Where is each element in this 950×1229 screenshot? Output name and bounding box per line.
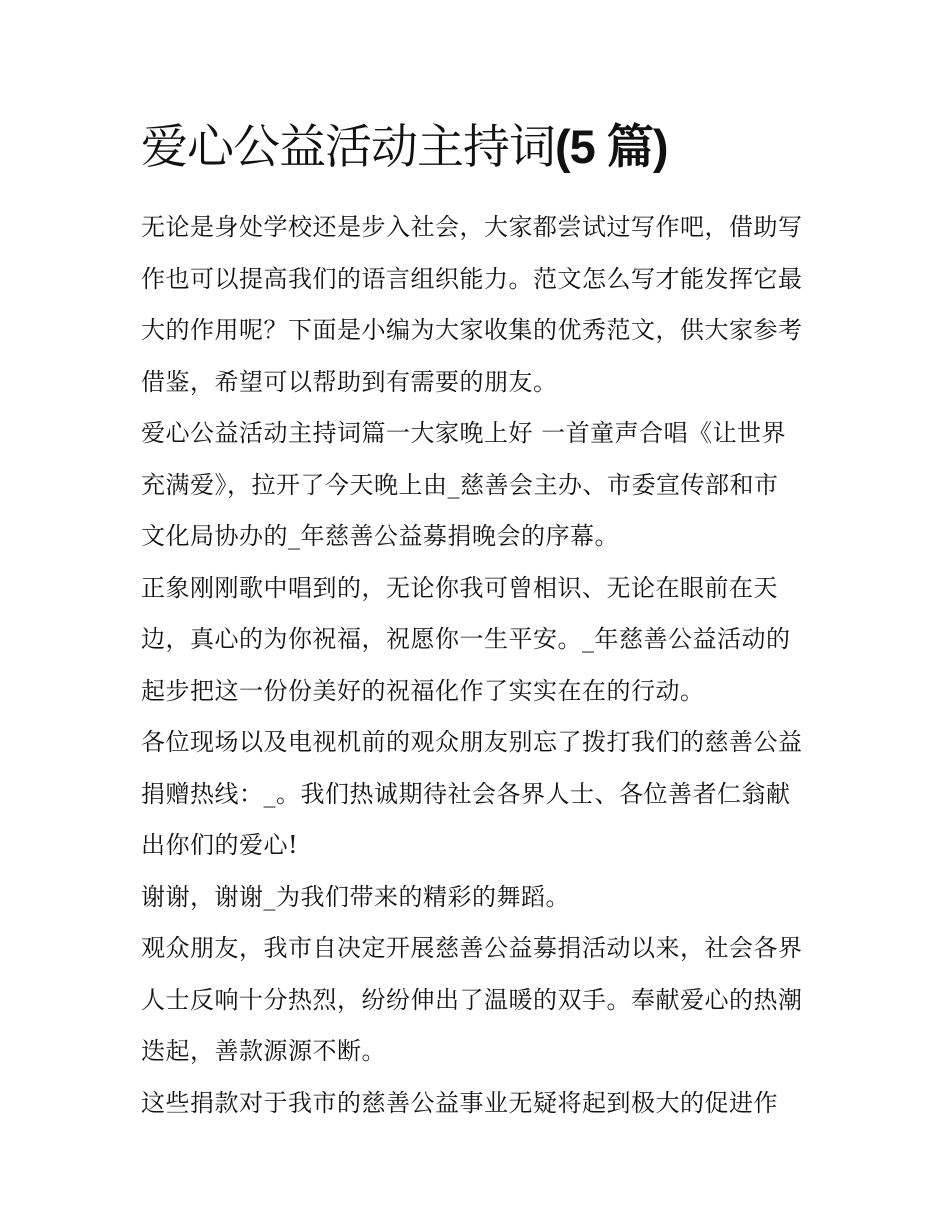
paragraph-line: 这些捐款对于我市的慈善公益事业无疑将起到极大的促进作 [141, 1088, 778, 1117]
paragraph-hotline [141, 717, 821, 872]
paragraph-line: 大的作用呢？下面是小编为大家收集的优秀范文，供大家参考 [141, 316, 803, 344]
paragraph-line: 迭起，善款源源不断。 [141, 1037, 386, 1065]
paragraph-line: 出你们的爱心! [141, 831, 299, 859]
paragraph-line: 文化局协办的_年慈善公益募捐晚会的序幕。 [141, 522, 619, 550]
paragraph-song [141, 563, 821, 718]
document-body [141, 115, 821, 1129]
paragraph-line: 起步把这一份份美好的祝福化作了实实在在的行动。 [141, 676, 705, 705]
paragraph-line: 人士反响十分热烈，纷纷伸出了温暖的双手。奉献爱心的热潮 [141, 985, 803, 1014]
paragraph-thanks [141, 872, 821, 924]
paragraph-line: 边，真心的为你祝福，祝愿你一生平安。_年慈善公益活动的 [141, 625, 791, 653]
paragraph-line: 作也可以提高我们的语言组织能力。范文怎么写才能发挥它最 [141, 264, 803, 293]
paragraph-line: 谢谢，谢谢_为我们带来的精彩的舞蹈。 [141, 882, 570, 911]
document-title-text: 爱心公益活动主持词 [141, 120, 555, 175]
paragraph-line: 各位现场以及电视机前的观众朋友别忘了拨打我们的慈善公益 [141, 728, 803, 756]
paragraph-opening [141, 408, 821, 563]
paragraph-line: 爱心公益活动主持词篇一大家晚上好 一首童声合唱《让世界 [141, 419, 787, 447]
paragraph-closing [141, 1078, 821, 1130]
paragraph-donations [141, 923, 821, 1078]
paragraph-line: 观众朋友，我市自决定开展慈善公益募捐活动以来，社会各界 [141, 934, 803, 962]
paragraph-line: 无论是身处学校还是步入社会，大家都尝试过写作吧，借助写 [141, 213, 803, 241]
paragraph-line: 充满爱》，拉开了今天晚上由_慈善会主办、市委宣传部和市 [141, 470, 779, 499]
paragraph-line: 正象刚刚歌中唱到的，无论你我可曾相识、无论在眼前在天 [141, 573, 778, 602]
document-title [141, 115, 821, 180]
paragraph-line: 捐赠热线：_。我们热诚期待社会各界人士、各位善者仁翁献 [141, 779, 791, 808]
paragraph-intro [141, 202, 821, 408]
paragraph-line: 借鉴，希望可以帮助到有需要的朋友。 [141, 367, 558, 396]
document-title-count: (5 篇) [555, 120, 668, 173]
